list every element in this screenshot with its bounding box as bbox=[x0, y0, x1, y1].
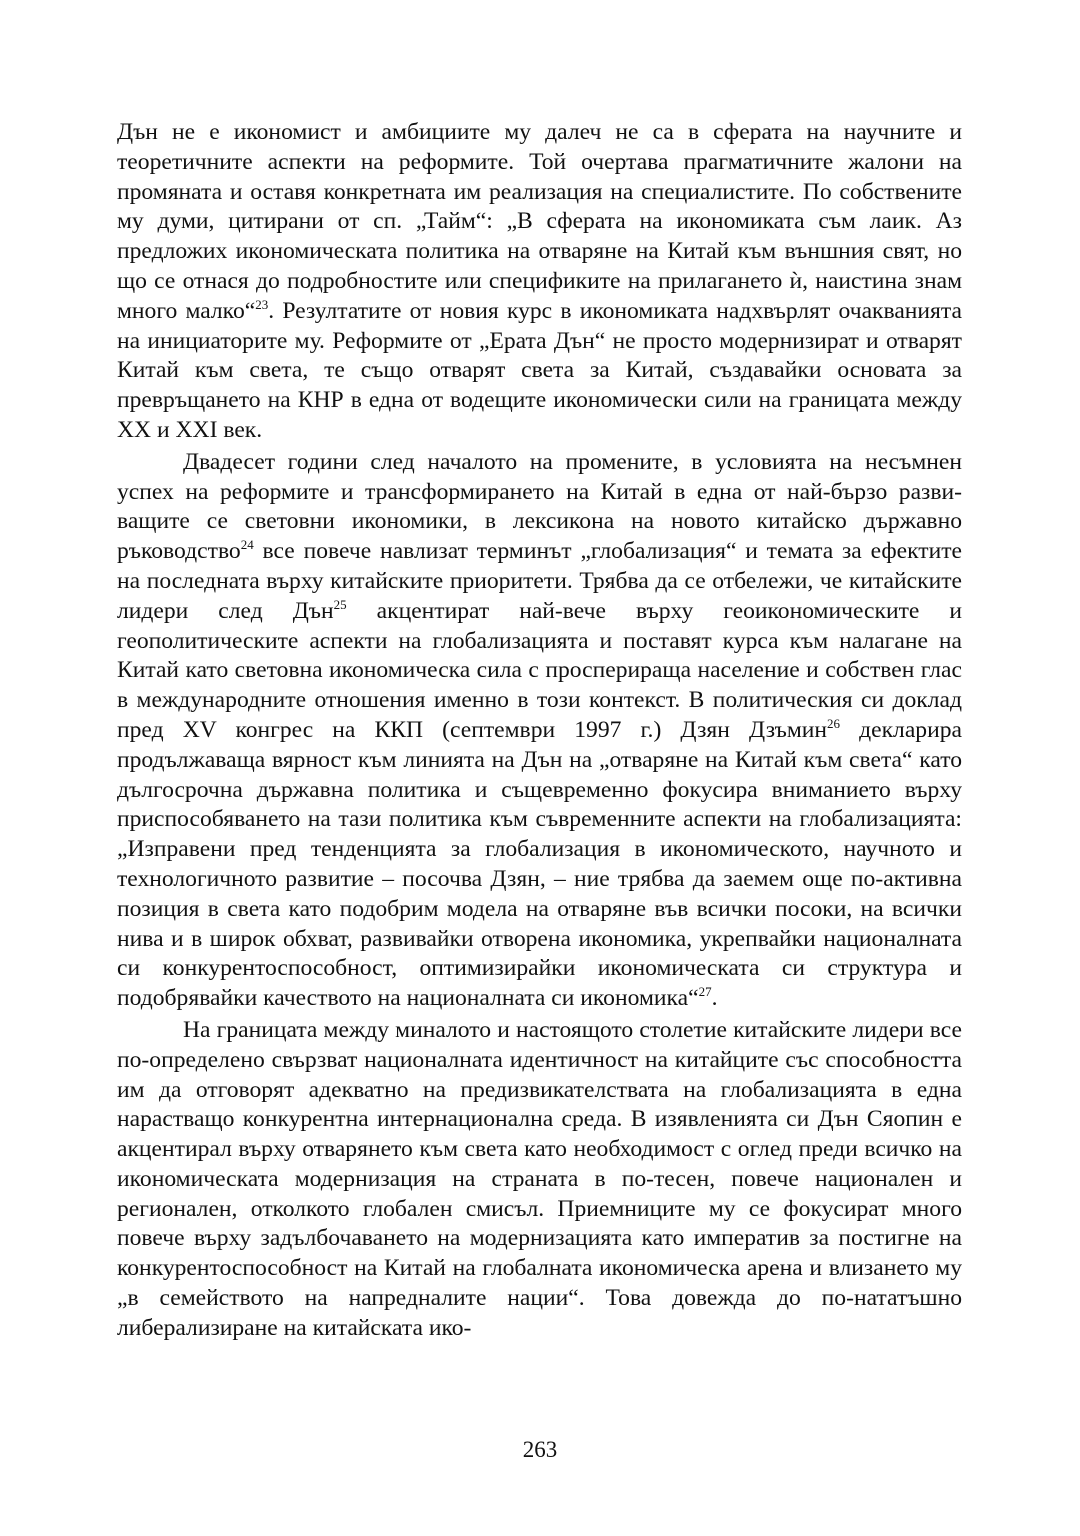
text-run: Дън не е икономист и амбициите му далеч не са в сферата на научните и теоретичните аспекти на реформите. Той очертава прагматичните жалони на промяната и оставя конкретната им реализация на специалистите. По собствените му думи, цитирани от сп. „Тайм“: „В сферата на икономиката съм лаик. Аз предложих икономическата политика на отваряне на Китай към външния свят, но що се отнася до подробностите или спецификите на прилагането ѝ, наистина знам много малко“ bbox=[117, 119, 962, 324]
paragraph-3 bbox=[117, 1016, 962, 1344]
page-number: 263 bbox=[522, 1437, 558, 1462]
text-run: декларира продължаваща вярност към линията на Дън на „отваряне на Китай към света“ като дългосрочна държавна политика и същевременно фокусира вниманието върху приспособяването на тази политика към съвременните аспекти на глобализацията: „Изправени пред тенденцията за глобализация в икономическото, научното и технологичното развитие – посочва Дзян, – ние трябва да заемем още по-активна позиция в света като подобрим модела на отваряне във всички посоки, на всички нива и в широк обхват, развивайки отворена икономика, укрепвайки националната си конкурентоспособност, оптимизирайки икономическата си структура и подобрявайки качеството на националната си икономика“ bbox=[117, 716, 962, 1012]
footnote-ref: 23 bbox=[255, 296, 269, 312]
text-run: . bbox=[711, 985, 718, 1012]
footnote-ref: 26 bbox=[827, 715, 840, 731]
footnote-ref: 25 bbox=[333, 596, 347, 612]
paragraph-1 bbox=[117, 118, 962, 446]
text-run: акцентират най-вече върху геоикономическите и геополитическите аспекти на глобализацията и поставят курса към налагане на Китай като световна икономическа сила с просперираща население и собствен глас в международните отношения именно в този контекст. В политическия си доклад пред XV конгрес на ККП (септември 1997 г.) Дзян Дзъмин bbox=[117, 597, 962, 743]
text-run: Двадесет години след началото на промените, в условията на несъмнен успех на реформите и трансформирането на Китай в една от най-бързо развиващите се световни икономики, в лексикона на новото китайско държавно ръководство bbox=[117, 448, 962, 565]
text-run: все повече навлизат терминът „глобализация“ и темата за ефектите на последната върху китайските приоритети. Трябва да се отбележи, че китайските лидери след Дън bbox=[117, 538, 962, 624]
text-run: . Резултатите от новия курс в икономиката надхвърлят очакванията на инициаторите му. Реформите от „Ерата Дън“ не просто модернизират и отварят Китай към света, те също отварят света за Китай, създавайки основата за превръщането на КНР в една от водещите икономически сили на границата между XX и XXI век. bbox=[117, 297, 962, 443]
text-run: На границата между миналото и настоящото столетие китайските лидери все по-определено свързват националната идентичност на китайците със способността им да отговорят адекватно на предизвикателствата на глобализацията в една нарастващо конкурентна интернационална среда. В изявленията си Дън Сяопин е акцентирал върху отварянето към света като необходимост с оглед преди всичко на икономическата модернизация на страната в по-тесен, повече национален и регионален, отколкото глобален смисъл. Приемниците му се фокусират много повече върху задълбочаването на модернизацията като императив за постигне на конкурентоспособност на Китай на глобалната икономическа арена и влизането му „в семейството на напредналите нации“. Това довежда до по-нататъшно либерализиране на китайската ико- bbox=[117, 1016, 962, 1341]
footnote-ref: 24 bbox=[240, 537, 254, 553]
paragraph-2 bbox=[117, 448, 962, 1014]
body-text bbox=[117, 118, 962, 1344]
footnote-ref: 27 bbox=[698, 984, 712, 1000]
